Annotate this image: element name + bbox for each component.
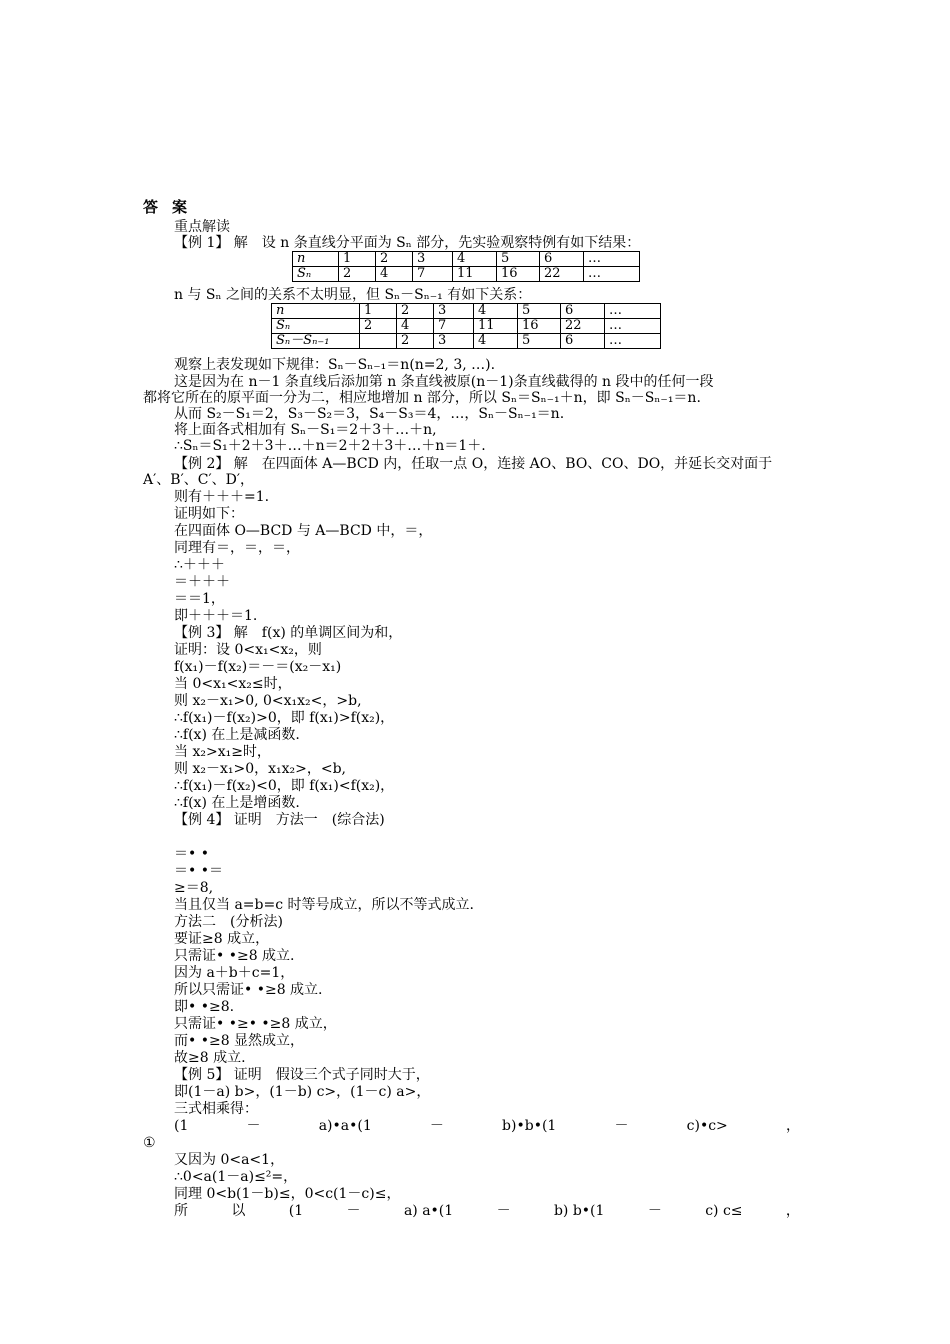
- text-line: ∴f(x₁)－f(x₂)>0，即 f(x₁)>f(x₂)，: [174, 710, 395, 726]
- text-line: 这是因为在 n－1 条直线后添加第 n 条直线被原(n－1)条直线截得的 n 段中的任何一段: [174, 374, 714, 390]
- table-cell: 22: [561, 319, 605, 334]
- text-line: 因为 a＋b＋c=1，: [174, 965, 295, 981]
- table-cell: 6: [540, 252, 584, 267]
- table-cell: 7: [413, 267, 453, 282]
- text-line: 则有＋＋＋=1.: [174, 489, 270, 505]
- text-line: 将上面各式相加有 Sₙ－S₁＝2＋3＋…＋n,: [174, 422, 437, 438]
- text-line: ∴f(x) 在上是增函数.: [174, 795, 300, 811]
- text-line: 只需证• •≥• •≥8 成立，: [174, 1016, 337, 1032]
- table-cell: 4: [474, 304, 518, 319]
- text-line: ＝＋＋＋: [174, 574, 230, 590]
- token: ，: [785, 1118, 800, 1134]
- token: b) b•(1: [553, 1203, 605, 1219]
- table-cell: 1: [360, 304, 397, 319]
- text-line: ∴Sₙ＝S₁＋2＋3＋…＋n＝2＋2＋3＋…＋n＝1＋.: [174, 438, 486, 454]
- text-line: 而• •≥8 显然成立，: [174, 1033, 305, 1049]
- example-1-intro: 【例 1】 解 设 n 条直线分平面为 Sₙ 部分，先实验观察特例有如下结果：: [174, 235, 641, 251]
- table-row: [293, 267, 640, 282]
- table-row: [272, 319, 661, 334]
- text-line: 即(1－a) b>，(1－b) c>，(1－c) a>，: [174, 1084, 431, 1100]
- relation-text: n 与 Sₙ 之间的关系不太明显，但 Sₙ－Sₙ₋₁ 有如下关系：: [174, 287, 532, 303]
- table-cell: 4: [453, 252, 497, 267]
- table-cell: …: [605, 304, 661, 319]
- table-cell: 7: [434, 319, 474, 334]
- text-line: A′、B′、C′、D′，: [143, 472, 255, 488]
- text-line: 证明如下：: [174, 506, 244, 522]
- token: －: [496, 1203, 511, 1219]
- table-cell: 16: [497, 267, 540, 282]
- section-title: 重点解读: [174, 219, 230, 235]
- text-line: 当 x₂>x₁≥时，: [174, 744, 271, 760]
- token: －: [614, 1118, 629, 1134]
- table-cell: 2: [339, 267, 376, 282]
- token: ，: [785, 1203, 800, 1219]
- text-line: ≥＝8,: [174, 880, 214, 896]
- text-line: 又因为 0<a<1，: [174, 1152, 285, 1168]
- text-line: ＝• •＝: [174, 863, 223, 879]
- table-cell: Sₙ: [272, 319, 360, 334]
- text-line: f(x₁)－f(x₂)＝－＝(x₂－x₁): [174, 659, 342, 675]
- table-cell: 11: [453, 267, 497, 282]
- table-cell: 1: [339, 252, 376, 267]
- text-line: 同理有＝，＝，＝，: [174, 540, 300, 556]
- table-cell: Sₙ: [293, 267, 339, 282]
- table-cell: 2: [397, 304, 434, 319]
- text-line: 则 x₂－x₁>0, 0<x₁x₂<，>b,: [174, 693, 362, 709]
- token: (1: [288, 1203, 304, 1219]
- text-line: 则 x₂－x₁>0，x₁x₂>，<b,: [174, 761, 346, 777]
- text-line: 即• •≥8.: [174, 999, 235, 1015]
- token: 以: [231, 1203, 246, 1219]
- table-cell: 16: [518, 319, 561, 334]
- token: a) a•(1: [403, 1203, 454, 1219]
- table-cell: 11: [474, 319, 518, 334]
- token: －: [647, 1203, 662, 1219]
- table-observation-2: [271, 303, 661, 349]
- table-cell: 22: [540, 267, 584, 282]
- table-cell: 5: [518, 304, 561, 319]
- table-cell: n: [272, 304, 360, 319]
- example-4-intro: 【例 4】 证明 方法一 (综合法): [174, 812, 385, 828]
- token: 所: [174, 1203, 188, 1219]
- text-line: 当且仅当 a=b=c 时等号成立，所以不等式成立.: [174, 897, 474, 913]
- table-cell: 4: [397, 319, 434, 334]
- table-row: [293, 252, 640, 267]
- answer-heading: 答案: [143, 198, 202, 216]
- text-line: 要证≥8 成立，: [174, 931, 270, 947]
- text-line: ∴＋＋＋: [174, 557, 225, 573]
- token: b)•b•(1: [502, 1118, 557, 1134]
- table-cell: 6: [561, 334, 605, 349]
- table-row: [272, 304, 661, 319]
- text-line: 三式相乘得：: [174, 1101, 258, 1117]
- text-line: ∴f(x) 在上是减函数.: [174, 727, 300, 743]
- table-cell: 4: [474, 334, 518, 349]
- table-cell: …: [605, 319, 661, 334]
- text-line: 证明：设 0<x₁<x₂，则: [174, 642, 322, 658]
- text-line: 从而 S₂－S₁＝2，S₃－S₂＝3，S₄－S₃＝4，…，Sₙ－Sₙ₋₁＝n.: [174, 406, 565, 422]
- justified-line-1: [174, 1118, 800, 1134]
- text-line: 在四面体 O—BCD 与 A—BCD 中，＝，: [174, 523, 433, 539]
- table-cell: n: [293, 252, 339, 267]
- table-row: [272, 334, 661, 349]
- table-cell: [360, 334, 397, 349]
- text-line: ＝＝1，: [174, 591, 225, 607]
- token: －: [246, 1118, 261, 1134]
- token: －: [346, 1203, 361, 1219]
- text-line: 当 0<x₁<x₂≤时，: [174, 676, 292, 692]
- table-cell: 2: [397, 334, 434, 349]
- text-line: ∴f(x₁)－f(x₂)<0，即 f(x₁)<f(x₂)，: [174, 778, 395, 794]
- table-cell: …: [584, 252, 640, 267]
- table-cell: …: [584, 267, 640, 282]
- text-line: 方法二 (分析法): [174, 914, 283, 930]
- table-cell: 2: [376, 252, 413, 267]
- justified-line-2: [174, 1203, 800, 1219]
- text-line: 只需证• •≥8 成立.: [174, 948, 295, 964]
- table-cell: 2: [360, 319, 397, 334]
- table-cell: 6: [561, 304, 605, 319]
- table-cell: 3: [434, 304, 474, 319]
- token: －: [429, 1118, 444, 1134]
- text-line: 同理 0<b(1－b)≤，0<c(1－c)≤，: [174, 1186, 401, 1202]
- text-line: 观察上表发现如下规律：Sₙ－Sₙ₋₁＝n(n=2, 3, …).: [174, 357, 496, 373]
- table-cell: 3: [413, 252, 453, 267]
- token: c) c≤: [705, 1203, 743, 1219]
- example-2-intro: 【例 2】 解 在四面体 A—BCD 内，任取一点 O，连接 AO、BO、CO、DO，并延长交对面于: [174, 456, 773, 472]
- table-cell: 4: [376, 267, 413, 282]
- example-3-intro: 【例 3】 解 f(x) 的单调区间为和，: [174, 625, 403, 641]
- table-cell: 3: [434, 334, 474, 349]
- text-line: ∴0<a(1－a)≤²=，: [174, 1169, 298, 1185]
- text-line: 都将它所在的原平面一分为二，相应地增加 n 部分，所以 Sₙ＝Sₙ₋₁＋n，即 Sₙ－Sₙ₋₁＝n.: [143, 390, 701, 406]
- token: c)•c>: [686, 1118, 728, 1134]
- token: (1: [174, 1118, 189, 1134]
- circled-one-marker: ①: [143, 1135, 156, 1151]
- table-cell: Sₙ－Sₙ₋₁: [272, 334, 360, 349]
- example-5-intro: 【例 5】 证明 假设三个式子同时大于，: [174, 1067, 430, 1083]
- text-line: ＝• •: [174, 846, 209, 862]
- text-line: 故≥8 成立.: [174, 1050, 246, 1066]
- table-observation-1: [292, 251, 640, 282]
- table-cell: 5: [518, 334, 561, 349]
- text-line: 所以只需证• •≥8 成立.: [174, 982, 323, 998]
- table-cell: …: [605, 334, 661, 349]
- token: a)•a•(1: [318, 1118, 372, 1134]
- table-cell: 5: [497, 252, 540, 267]
- text-line: 即＋＋＋＝1.: [174, 608, 258, 624]
